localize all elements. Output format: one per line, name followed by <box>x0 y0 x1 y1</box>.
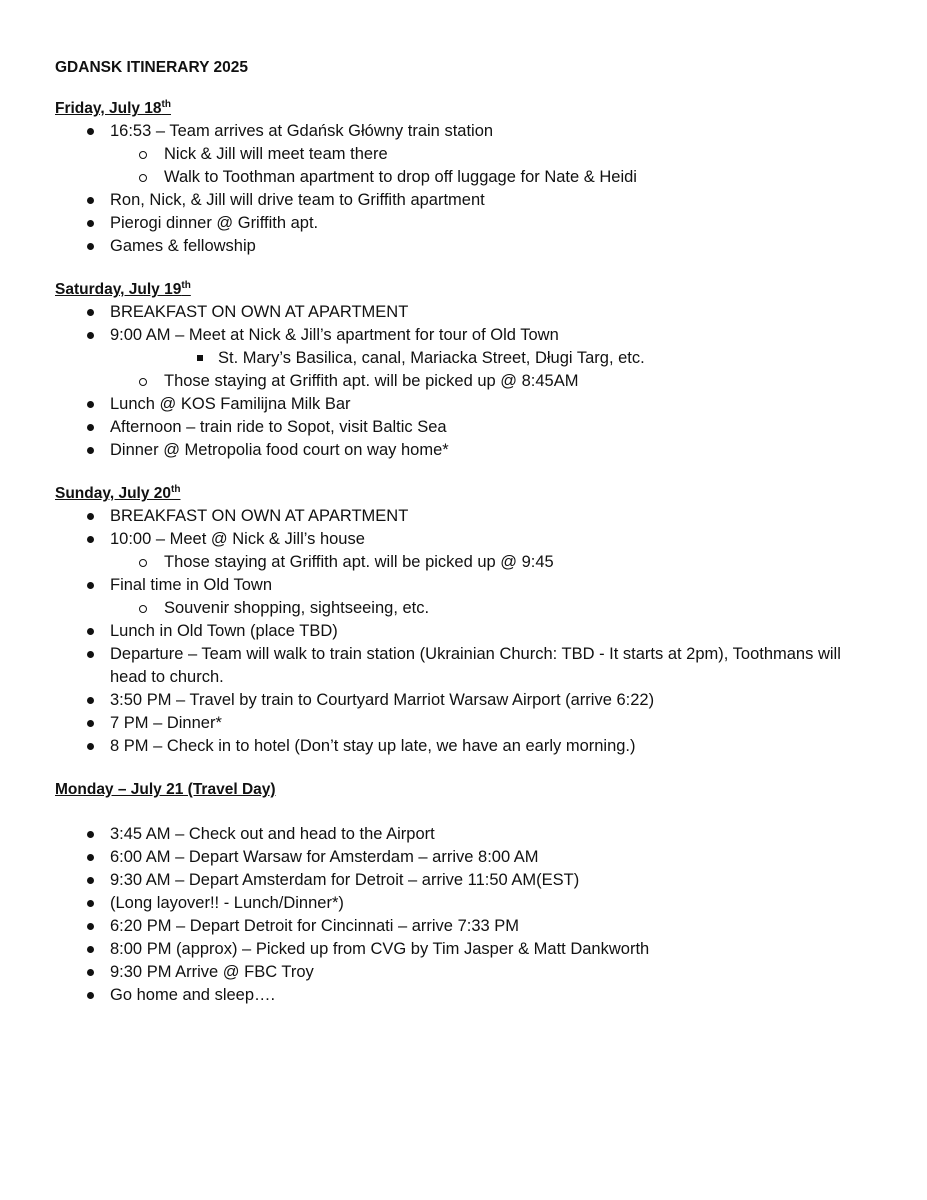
ordinal-suffix: th <box>161 98 171 110</box>
list-item-text: Lunch in Old Town (place TBD) <box>110 622 338 640</box>
list-item-text: 8 PM – Check in to hotel (Don’t stay up late, we have an early morning.) <box>110 737 636 755</box>
day-heading <box>55 278 875 301</box>
day-heading-text: Saturday, July 19 <box>55 281 182 298</box>
itinerary-list <box>55 505 875 758</box>
list-item-text: Lunch @ KOS Familijna Milk Bar <box>110 395 351 413</box>
list-item-text: 6:20 PM – Depart Detroit for Cincinnati – arrive 7:33 PM <box>110 917 520 935</box>
list-item <box>55 620 875 643</box>
list-item <box>55 689 875 712</box>
list-item-text: 9:00 AM – Meet at Nick & Jill’s apartment for tour of Old Town <box>110 326 559 344</box>
list-item <box>55 505 875 528</box>
list-item-text: Final time in Old Town <box>110 576 273 594</box>
list-item-text: Dinner @ Metropolia food court on way home* <box>110 441 449 459</box>
list-item-text: 8:00 PM (approx) – Picked up from CVG by Tim Jasper & Matt Dankworth <box>110 940 650 958</box>
list-item-text: 6:00 AM – Depart Warsaw for Amsterdam – arrive 8:00 AM <box>110 848 539 866</box>
day-section-friday <box>55 97 875 258</box>
list-item-text: 7 PM – Dinner* <box>110 714 222 732</box>
ordinal-suffix: th <box>171 483 181 495</box>
list-item <box>55 301 875 324</box>
list-item <box>55 892 875 915</box>
day-heading <box>55 778 875 801</box>
list-item <box>55 643 875 689</box>
list-item <box>55 393 875 416</box>
day-heading-text: Friday, July 18 <box>55 100 162 117</box>
list-item <box>55 370 875 393</box>
list-item <box>55 235 875 258</box>
list-item <box>55 416 875 439</box>
list-item <box>55 528 875 551</box>
list-item <box>55 869 875 892</box>
list-item-text: Games & fellowship <box>110 237 256 255</box>
itinerary-list <box>55 301 875 462</box>
list-item <box>55 439 875 462</box>
list-item-text: Souvenir shopping, sightseeing, etc. <box>164 599 430 617</box>
list-item <box>55 324 875 347</box>
list-item <box>55 574 875 597</box>
list-item-text: Walk to Toothman apartment to drop off luggage for Nate & Heidi <box>164 168 637 186</box>
list-item <box>55 735 875 758</box>
day-section-saturday <box>55 278 875 462</box>
list-item <box>55 938 875 961</box>
day-heading-text: Sunday, July 20 <box>55 485 172 502</box>
list-item-text: Departure – Team will walk to train station (Ukrainian Church: TBD - It starts at 2pm), Toothmans will head to church. <box>110 645 841 686</box>
list-item-text: Those staying at Griffith apt. will be picked up @ 8:45AM <box>164 372 579 390</box>
list-item-text: 9:30 AM – Depart Amsterdam for Detroit – arrive 11:50 AM(EST) <box>110 871 580 889</box>
itinerary-list <box>55 823 875 1007</box>
list-item <box>55 347 875 370</box>
itinerary-days <box>55 97 875 1007</box>
ordinal-suffix: th <box>181 279 191 291</box>
list-item <box>55 551 875 574</box>
day-heading-text: Monday – July 21 (Travel Day) <box>55 781 276 798</box>
day-heading <box>55 97 875 120</box>
list-item-text: 3:45 AM – Check out and head to the Airport <box>110 825 435 843</box>
list-item <box>55 189 875 212</box>
list-item-text: 9:30 PM Arrive @ FBC Troy <box>110 963 314 981</box>
list-item <box>55 846 875 869</box>
list-item <box>55 823 875 846</box>
list-item-text: Afternoon – train ride to Sopot, visit Baltic Sea <box>110 418 447 436</box>
list-item <box>55 166 875 189</box>
list-item-text: Those staying at Griffith apt. will be picked up @ 9:45 <box>164 553 554 571</box>
list-item-text: 10:00 – Meet @ Nick & Jill’s house <box>110 530 365 548</box>
list-item-text: St. Mary’s Basilica, canal, Mariacka Street, Długi Targ, etc. <box>218 349 645 367</box>
list-item <box>55 915 875 938</box>
list-item <box>55 212 875 235</box>
day-section-monday <box>55 778 875 1007</box>
list-item <box>55 984 875 1007</box>
itinerary-document <box>55 56 875 1027</box>
list-item-text: (Long layover!! - Lunch/Dinner*) <box>110 894 344 912</box>
itinerary-list <box>55 120 875 258</box>
list-item <box>55 597 875 620</box>
list-item <box>55 143 875 166</box>
day-section-sunday <box>55 482 875 758</box>
list-item-text: BREAKFAST ON OWN AT APARTMENT <box>110 507 409 525</box>
list-item-text: Nick & Jill will meet team there <box>164 145 388 163</box>
list-item-text: 16:53 – Team arrives at Gdańsk Główny train station <box>110 122 494 140</box>
list-item <box>55 120 875 143</box>
list-item <box>55 712 875 735</box>
list-item-text: Pierogi dinner @ Griffith apt. <box>110 214 319 232</box>
day-heading <box>55 482 875 505</box>
document-title: GDANSK ITINERARY 2025 <box>55 59 248 76</box>
list-item-text: 3:50 PM – Travel by train to Courtyard Marriot Warsaw Airport (arrive 6:22) <box>110 691 655 709</box>
list-item-text: Ron, Nick, & Jill will drive team to Griffith apartment <box>110 191 485 209</box>
list-item-text: Go home and sleep…. <box>110 986 276 1004</box>
list-item <box>55 961 875 984</box>
list-item-text: BREAKFAST ON OWN AT APARTMENT <box>110 303 409 321</box>
